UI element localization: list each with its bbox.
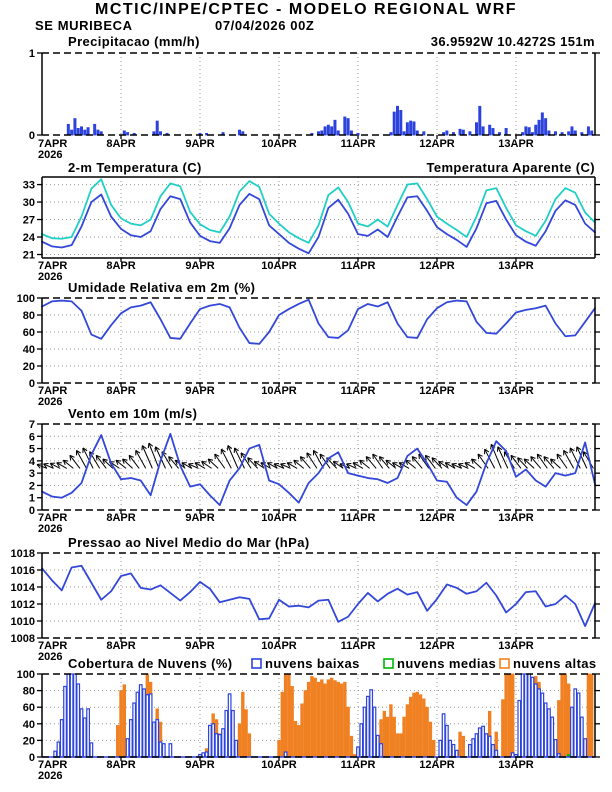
panel-title-umidade: Umidade Relativa em 2m (%) bbox=[68, 280, 256, 295]
x-tick-label: 11APR bbox=[340, 385, 376, 397]
x-tick-label: 13APR bbox=[498, 759, 534, 771]
x-tick-label: 9APR bbox=[185, 640, 215, 652]
x-tick-label: 10APR bbox=[261, 640, 297, 652]
series-wind-barbs bbox=[37, 443, 593, 468]
panel-title-precipitacao: Precipitacao (mm/h) bbox=[68, 34, 200, 49]
y-tick-label: 20 bbox=[22, 735, 35, 748]
x-tick-label: 9APR bbox=[185, 512, 215, 524]
y-tick-label: 2 bbox=[28, 480, 35, 493]
y-tick-label: 1 bbox=[28, 492, 35, 505]
panels-group bbox=[11, 34, 600, 782]
x-tick-label: 10APR bbox=[261, 138, 297, 150]
panel-temperatura bbox=[23, 160, 600, 283]
x-tick-label: 7APR bbox=[38, 759, 68, 771]
x-tick-label: 7APR bbox=[38, 640, 68, 652]
y-tick-label: 1016 bbox=[10, 565, 35, 577]
x-axis-year-label: 2026 bbox=[38, 651, 63, 663]
panel-pressao bbox=[11, 535, 600, 663]
panel-title-pressao: Pressao ao Nivel Medio do Mar (hPa) bbox=[68, 535, 310, 550]
series-precipitation bbox=[67, 106, 593, 135]
x-tick-label: 12APR bbox=[419, 512, 455, 524]
x-tick-label: 8APR bbox=[106, 138, 136, 150]
y-tick-label: 3 bbox=[28, 468, 35, 481]
panel-title-nuvens: Cobertura de Nuvens (%) bbox=[68, 656, 233, 671]
x-tick-label: 13APR bbox=[498, 138, 534, 150]
x-tick-label: 13APR bbox=[498, 260, 534, 272]
x-tick-label: 8APR bbox=[106, 385, 136, 397]
station-name: SE MURIBECA bbox=[35, 18, 133, 33]
x-tick-label: 12APR bbox=[419, 385, 455, 397]
y-tick-label: 0 bbox=[28, 505, 35, 517]
x-tick-label: 12APR bbox=[419, 759, 455, 771]
x-tick-label: 8APR bbox=[106, 512, 136, 524]
x-tick-label: 7APR bbox=[38, 260, 68, 272]
y-tick-label: 40 bbox=[22, 344, 35, 356]
y-tick-label: 4 bbox=[28, 455, 35, 468]
x-tick-label: 7APR bbox=[38, 385, 68, 397]
panel-nuvens bbox=[17, 656, 600, 782]
x-tick-label: 11APR bbox=[340, 512, 376, 524]
series-temperatura-aparente bbox=[42, 179, 595, 243]
x-tick-label: 11APR bbox=[340, 260, 376, 272]
panel-precipitacao bbox=[29, 34, 600, 161]
legend-swatch-altas bbox=[500, 659, 509, 668]
x-tick-label: 9APR bbox=[185, 385, 215, 397]
y-tick-label: 1010 bbox=[10, 616, 35, 628]
x-tick-label: 13APR bbox=[498, 512, 534, 524]
report-title: MCTIC/INPE/CPTEC - MODELO REGIONAL WRF bbox=[94, 1, 518, 18]
x-axis-year-label: 2026 bbox=[38, 523, 63, 535]
x-tick-label: 11APR bbox=[340, 640, 376, 652]
station-coordinates: 36.9592W 10.4272S 151m bbox=[430, 34, 595, 49]
x-tick-label: 9APR bbox=[185, 759, 215, 771]
y-tick-label: 5 bbox=[28, 443, 35, 456]
x-tick-label: 10APR bbox=[261, 385, 297, 397]
x-axis-year-label: 2026 bbox=[38, 271, 63, 283]
x-axis-year-label: 2026 bbox=[38, 149, 63, 161]
y-tick-label: 21 bbox=[22, 249, 35, 262]
run-datetime: 07/04/2026 00Z bbox=[215, 18, 315, 33]
x-tick-label: 13APR bbox=[498, 640, 534, 652]
legend-label-altas: nuvens altas bbox=[513, 656, 597, 671]
y-tick-label: 1018 bbox=[10, 548, 35, 560]
x-tick-label: 8APR bbox=[106, 260, 136, 272]
x-tick-label: 7APR bbox=[38, 138, 68, 150]
y-tick-label: 0 bbox=[28, 130, 35, 142]
series-vento-10m bbox=[42, 434, 595, 505]
x-tick-label: 10APR bbox=[261, 759, 297, 771]
y-tick-label: 0 bbox=[28, 378, 35, 390]
series-umidade-relativa bbox=[42, 300, 595, 344]
y-tick-label: 1012 bbox=[10, 599, 35, 611]
panel-umidade bbox=[17, 280, 600, 408]
x-tick-label: 11APR bbox=[340, 759, 376, 771]
x-axis-year-label: 2026 bbox=[38, 770, 63, 782]
y-tick-label: 100 bbox=[16, 293, 35, 305]
y-tick-label: 1 bbox=[28, 48, 35, 60]
apparent-temperature-label: Temperatura Aparente (C) bbox=[426, 160, 595, 175]
x-tick-label: 12APR bbox=[419, 640, 455, 652]
y-tick-label: 20 bbox=[22, 361, 35, 373]
y-tick-label: 30 bbox=[22, 197, 35, 210]
legend-swatch-medias bbox=[384, 659, 393, 668]
series-pressao-nivel-mar bbox=[42, 566, 595, 626]
x-tick-label: 10APR bbox=[261, 260, 297, 272]
x-tick-label: 8APR bbox=[106, 640, 136, 652]
panel-title-temperatura: 2-m Temperatura (C) bbox=[68, 160, 202, 175]
x-tick-label: 8APR bbox=[106, 759, 136, 771]
x-tick-label: 12APR bbox=[419, 260, 455, 272]
x-tick-label: 9APR bbox=[185, 260, 215, 272]
x-tick-label: 13APR bbox=[498, 385, 534, 397]
y-tick-label: 1014 bbox=[10, 582, 35, 594]
y-tick-label: 80 bbox=[22, 310, 35, 322]
x-axis-year-label: 2026 bbox=[38, 396, 63, 408]
x-tick-label: 7APR bbox=[38, 512, 68, 524]
y-tick-label: 60 bbox=[22, 327, 35, 339]
legend-label-baixas: nuvens baixas bbox=[265, 656, 360, 671]
y-tick-label: 0 bbox=[28, 752, 35, 764]
y-tick-label: 6 bbox=[28, 431, 35, 444]
x-tick-label: 12APR bbox=[419, 138, 455, 150]
legend-swatch-baixas bbox=[252, 659, 261, 668]
panel-vento bbox=[29, 406, 600, 535]
x-tick-label: 11APR bbox=[340, 138, 376, 150]
y-tick-label: 7 bbox=[28, 419, 35, 431]
y-tick-label: 27 bbox=[22, 214, 35, 227]
y-tick-label: 60 bbox=[22, 702, 35, 715]
y-tick-label: 24 bbox=[22, 232, 35, 245]
y-tick-label: 33 bbox=[22, 179, 35, 192]
y-tick-label: 1008 bbox=[10, 633, 35, 645]
y-tick-label: 80 bbox=[22, 685, 35, 698]
x-tick-label: 10APR bbox=[261, 512, 297, 524]
legend-label-medias: nuvens medias bbox=[397, 656, 497, 671]
y-tick-label: 40 bbox=[22, 718, 35, 731]
x-tick-label: 9APR bbox=[185, 138, 215, 150]
panel-title-vento: Vento em 10m (m/s) bbox=[68, 406, 198, 421]
y-tick-label: 100 bbox=[16, 669, 35, 681]
